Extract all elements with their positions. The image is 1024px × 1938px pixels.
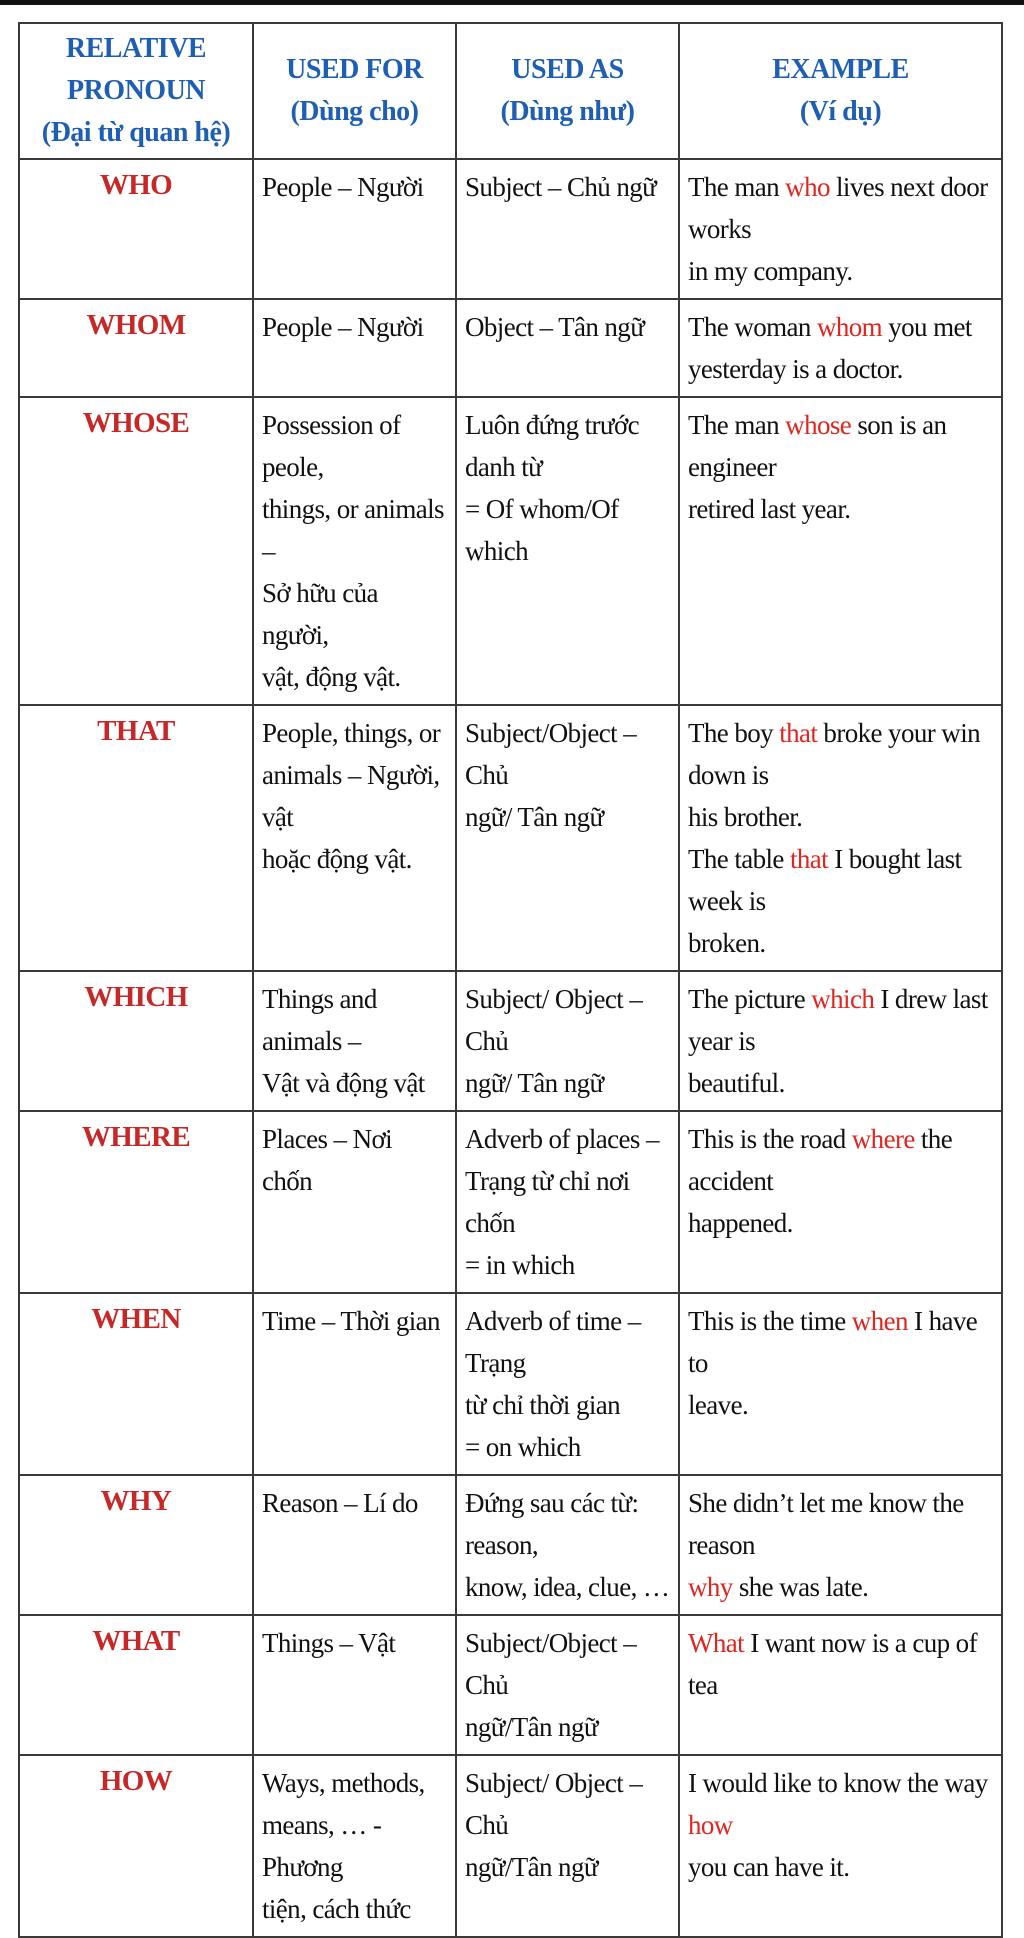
used-for-line: Time – Thời gian (262, 1306, 440, 1336)
pronoun-cell: WHO (19, 159, 253, 299)
header-row (19, 23, 1002, 159)
example-cell (679, 159, 1002, 299)
example-text: leave. (688, 1390, 749, 1420)
pronoun-cell: HOW (19, 1755, 253, 1937)
used-as-line: Subject – Chủ ngữ (465, 172, 657, 202)
used-as-line: = Of whom/Of which (465, 494, 619, 566)
table-row (19, 1475, 1002, 1615)
pronoun-cell: WHERE (19, 1111, 253, 1293)
top-border-bar (0, 0, 1024, 5)
used-as-line: ngữ/ Tân ngữ (465, 802, 604, 832)
example-line (688, 250, 993, 292)
used-as-line: Subject/Object – Chủ (465, 1628, 637, 1700)
example-pronoun-highlight: where (851, 1124, 915, 1154)
used-for-cell (253, 1475, 456, 1615)
header-used-as (456, 23, 679, 159)
header-vi: (Đại từ quan hệ) (41, 117, 231, 148)
used-for-line: animals – Người, vật (262, 760, 440, 832)
pronoun-cell: WHEN (19, 1293, 253, 1475)
example-text: The picture (688, 984, 812, 1014)
used-as-cell (456, 1293, 679, 1475)
example-text: I bought last week is (688, 844, 962, 916)
used-for-line: Things – Vật (262, 1628, 396, 1658)
example-text: The boy (688, 718, 780, 748)
table-row (19, 397, 1002, 705)
used-for-line: Ways, methods, (262, 1768, 425, 1798)
used-as-line: Subject/ Object – Chủ (465, 984, 643, 1056)
used-for-line: People, things, or (262, 718, 441, 748)
example-text: happened. (688, 1208, 793, 1238)
example-text: She didn’t let me know the reason (688, 1488, 964, 1560)
used-as-cell (456, 1755, 679, 1937)
example-cell (679, 299, 1002, 397)
example-cell (679, 1755, 1002, 1937)
example-cell (679, 1293, 1002, 1475)
example-line (688, 166, 993, 250)
used-for-line: things, or animals – (262, 494, 444, 566)
example-line (688, 1300, 993, 1384)
example-line (688, 1482, 993, 1566)
example-text: The man (688, 410, 786, 440)
example-pronoun-highlight: that (779, 718, 818, 748)
table-row (19, 1111, 1002, 1293)
table-row (19, 971, 1002, 1111)
used-as-line: = on which (465, 1432, 581, 1462)
used-for-cell (253, 1615, 456, 1755)
example-line (688, 1622, 993, 1706)
used-as-line: Adverb of places – (465, 1124, 659, 1154)
used-as-cell (456, 1111, 679, 1293)
table-row (19, 1293, 1002, 1475)
example-text: you can have it. (688, 1852, 850, 1882)
used-for-line: hoặc động vật. (262, 844, 412, 874)
table-body (19, 159, 1002, 1937)
used-for-cell (253, 1111, 456, 1293)
pronoun-cell: WHOM (19, 299, 253, 397)
used-as-line: ngữ/ Tân ngữ (465, 1068, 604, 1098)
example-pronoun-highlight: that (789, 844, 829, 874)
header-used-for (253, 23, 456, 159)
example-pronoun-highlight: whose (785, 410, 852, 440)
table-row (19, 1615, 1002, 1755)
used-for-line: Things and animals – (262, 984, 377, 1056)
header-vi: (Dùng như) (500, 96, 635, 127)
pronoun-cell: THAT (19, 705, 253, 971)
example-line (688, 1846, 993, 1888)
used-for-line: People – Người (262, 172, 424, 202)
used-as-line: Đứng sau các từ: reason, (465, 1488, 639, 1560)
example-line (688, 348, 993, 390)
example-pronoun-highlight: which (811, 984, 875, 1014)
example-line (688, 712, 993, 796)
example-pronoun-highlight: when (851, 1306, 908, 1336)
used-for-line: tiện, cách thức (262, 1894, 411, 1924)
example-text: broken. (688, 928, 766, 958)
example-text: I drew last year is (688, 984, 988, 1056)
used-as-line: Subject/Object – Chủ (465, 718, 637, 790)
used-for-line: Places – Nơi chốn (262, 1124, 393, 1196)
used-for-cell (253, 705, 456, 971)
used-for-line: Sở hữu của người, (262, 578, 378, 650)
header-vi: (Ví dụ) (799, 96, 882, 127)
header-example (679, 23, 1002, 159)
example-pronoun-highlight: who (785, 172, 830, 202)
used-as-cell (456, 705, 679, 971)
used-for-line: People – Người (262, 312, 424, 342)
example-text: his brother. (688, 802, 803, 832)
used-for-line: Possession of peole, (262, 410, 401, 482)
example-text: I have to (688, 1306, 978, 1378)
used-as-cell (456, 1475, 679, 1615)
example-cell (679, 397, 1002, 705)
header-vi: (Dùng cho) (290, 96, 419, 127)
example-line (688, 488, 993, 530)
used-as-line: Luôn đứng trước danh từ (465, 410, 640, 482)
used-for-line: Reason – Lí do (262, 1488, 418, 1518)
table-row (19, 1755, 1002, 1937)
table-row (19, 705, 1002, 971)
example-line (688, 1384, 993, 1426)
pronoun-cell: WHOSE (19, 397, 253, 705)
table-row (19, 159, 1002, 299)
used-for-cell (253, 1755, 456, 1937)
example-pronoun-highlight: whom (816, 312, 883, 342)
used-as-cell (456, 159, 679, 299)
example-line (688, 1762, 993, 1846)
used-as-line: know, idea, clue, … (465, 1572, 670, 1602)
example-line (688, 1118, 993, 1202)
example-line (688, 796, 993, 838)
example-line (688, 978, 993, 1062)
table-row (19, 299, 1002, 397)
example-text: broke your win down is (688, 718, 980, 790)
example-cell (679, 1111, 1002, 1293)
example-line (688, 1566, 993, 1608)
header-relative-pronoun (19, 23, 253, 159)
example-pronoun-highlight: What (688, 1628, 745, 1658)
header-en: RELATIVE PRONOUN (65, 33, 207, 106)
example-cell (679, 705, 1002, 971)
used-for-cell (253, 971, 456, 1111)
used-for-cell (253, 397, 456, 705)
example-cell (679, 1615, 1002, 1755)
example-text: in my company. (688, 256, 853, 286)
used-as-line: Trạng từ chỉ nơi chốn (465, 1166, 630, 1238)
used-as-line: Object – Tân ngữ (465, 312, 645, 342)
used-as-cell (456, 971, 679, 1111)
example-cell (679, 1475, 1002, 1615)
example-text: This is the road (688, 1124, 852, 1154)
example-line (688, 838, 993, 922)
used-for-line: means, … - Phương (262, 1810, 382, 1882)
header-en: USED FOR (286, 54, 423, 85)
header-en: EXAMPLE (772, 54, 909, 85)
example-text: lives next door works (688, 172, 988, 244)
example-text: retired last year. (688, 494, 851, 524)
used-as-line: ngữ/Tân ngữ (465, 1712, 598, 1742)
example-text: This is the time (688, 1306, 852, 1336)
example-text: I want now is a cup of tea (688, 1628, 977, 1700)
pronoun-cell: WHICH (19, 971, 253, 1111)
used-for-line: vật, động vật. (262, 662, 401, 692)
example-text: I would like to know the way (688, 1768, 988, 1798)
used-as-line: Subject/ Object – Chủ (465, 1768, 643, 1840)
example-text: The woman (688, 312, 817, 342)
used-as-line: = in which (465, 1250, 575, 1280)
pronoun-cell: WHY (19, 1475, 253, 1615)
example-text: son is an engineer (688, 410, 947, 482)
used-for-cell (253, 1293, 456, 1475)
header-en: USED AS (511, 54, 624, 85)
example-line (688, 404, 993, 488)
example-pronoun-highlight: how (688, 1810, 733, 1840)
example-pronoun-highlight: why (688, 1572, 733, 1602)
example-line (688, 922, 993, 964)
example-cell (679, 971, 1002, 1111)
example-text: The man (688, 172, 786, 202)
used-as-line: từ chỉ thời gian (465, 1390, 621, 1420)
example-text: beautiful. (688, 1068, 785, 1098)
example-line (688, 1202, 993, 1244)
used-as-cell (456, 299, 679, 397)
example-text: you met (882, 312, 972, 342)
used-as-line: ngữ/Tân ngữ (465, 1852, 598, 1882)
example-text: The table (688, 844, 790, 874)
used-for-cell (253, 299, 456, 397)
example-line (688, 1062, 993, 1104)
used-as-cell (456, 1615, 679, 1755)
pronoun-cell: WHAT (19, 1615, 253, 1755)
used-for-line: Vật và động vật (262, 1068, 425, 1098)
example-text: she was late. (732, 1572, 869, 1602)
example-line (688, 306, 993, 348)
example-text: the accident (688, 1124, 953, 1196)
used-for-cell (253, 159, 456, 299)
relative-pronoun-table (18, 22, 1003, 1938)
used-as-line: Adverb of time – Trạng (465, 1306, 641, 1378)
used-as-cell (456, 397, 679, 705)
example-text: yesterday is a doctor. (688, 354, 903, 384)
